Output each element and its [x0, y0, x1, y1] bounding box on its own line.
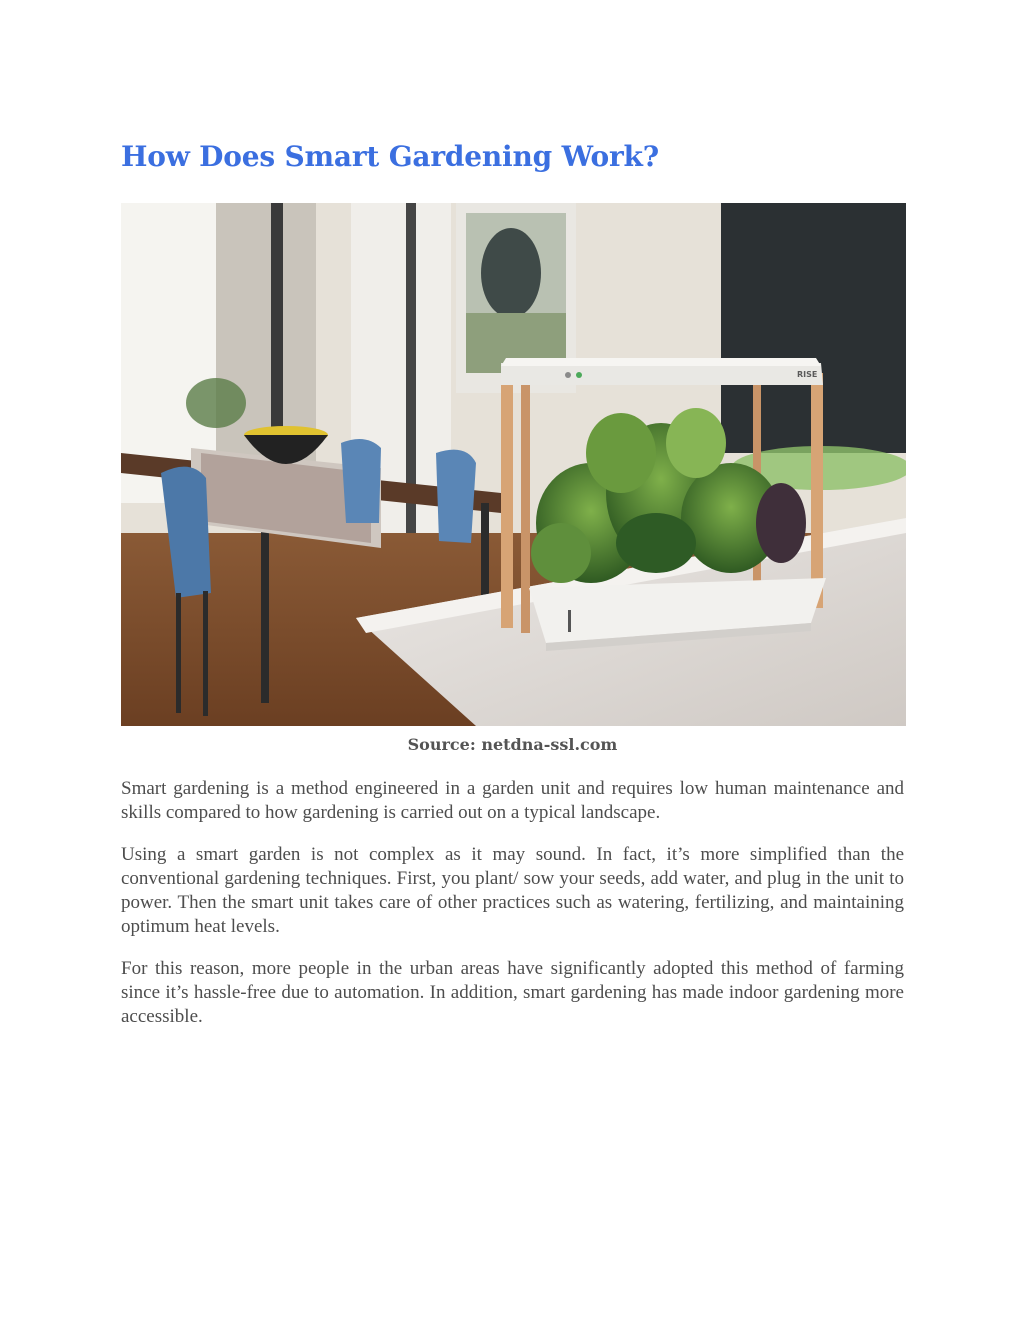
paragraph-usage: Using a smart garden is not complex as it may sound. In fact, it’s more simplified than the conventional gardening techniques. First, you plant/ sow your seeds, add water, and plug in the unit to power. Then the smart unit takes care of other practices such as watering, fertilizing, and maintaining optimum heat levels.: [121, 844, 904, 937]
brand-logo: RISE: [797, 370, 818, 379]
paragraph-adoption: For this reason, more people in the urban areas have significantly adopted this method of farming since it’s hassle-free due to automation. In addition, smart gardening has made indoor gardening more accessible.: [121, 958, 904, 1027]
smart-garden-photo: [121, 203, 906, 726]
paragraph-intro: Smart gardening is a method engineered in a garden unit and requires low human maintenance and skills compared to how gardening is carried out on a typical landscape.: [121, 778, 904, 823]
page-title: How Does Smart Gardening Work?: [121, 140, 659, 173]
figure-caption: Source: netdna-ssl.com: [407, 735, 618, 754]
